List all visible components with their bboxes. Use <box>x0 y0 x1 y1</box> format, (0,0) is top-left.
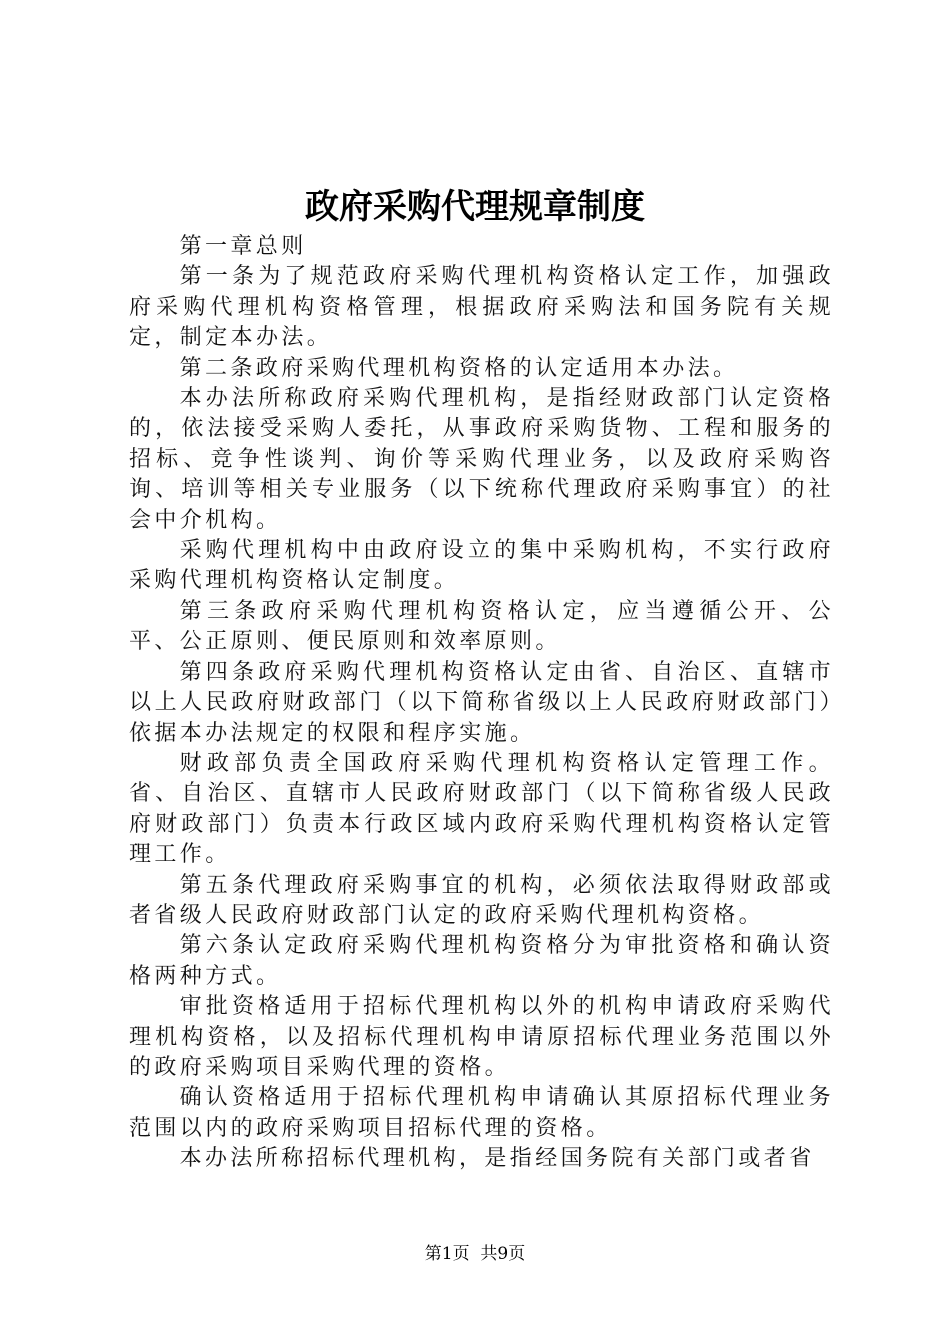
paragraph: 第三条政府采购代理机构资格认定，应当遵循公开、公平、公正原则、便民原则和效率原则。 <box>129 598 834 655</box>
paragraph: 第一条为了规范政府采购代理机构资格认定工作，加强政府采购代理机构资格管理，根据政府采购法和国务院有关规定，制定本办法。 <box>129 264 834 351</box>
paragraph: 第六条认定政府采购代理机构资格分为审批资格和确认资格两种方式。 <box>129 933 834 989</box>
paragraph: 采购代理机构中由政府设立的集中采购机构，不实行政府采购代理机构资格认定制度。 <box>129 538 834 594</box>
paragraph: 审批资格适用于招标代理机构以外的机构申请政府采购代理机构资格，以及招标代理机构申请原招标代理业务范围以外的政府采购项目采购代理的资格。 <box>129 994 834 1080</box>
page-number: 第1页 共9页 <box>424 1244 526 1264</box>
paragraph: 第四条政府采购代理机构资格认定由省、自治区、直辖市以上人民政府财政部门（以下简称省级以上人民政府财政部门）依据本办法规定的权限和程序实施。 <box>129 659 834 746</box>
document-title: 政府采购代理规章制度 <box>305 187 645 227</box>
paragraph: 本办法所称政府采购代理机构，是指经财政部门认定资格的，依法接受采购人委托，从事政府采购货物、工程和服务的招标、竞争性谈判、询价等采购代理业务，以及政府采购咨询、培训等相关专业服务（以下统称代理政府采购事宜）的社会中介机构。 <box>129 386 834 533</box>
paragraph: 第五条代理政府采购事宜的机构，必须依法取得财政部或者省级人民政府财政部门认定的政府采购代理机构资格。 <box>129 872 834 928</box>
page-footer <box>0 1242 950 1266</box>
paragraph: 财政部负责全国政府采购代理机构资格认定管理工作。省、自治区、直辖市人民政府财政部门（以下简称省级人民政府财政部门）负责本行政区域内政府采购代理机构资格认定管理工作。 <box>129 750 834 868</box>
paragraph: 确认资格适用于招标代理机构申请确认其原招标代理业务范围以内的政府采购项目招标代理的资格。 <box>129 1085 834 1141</box>
paragraph: 第二条政府采购代理机构资格的认定适用本办法。 <box>179 355 739 381</box>
chapter-heading: 第一章总则 <box>179 234 307 259</box>
paragraph: 本办法所称招标代理机构，是指经国务院有关部门或者省 <box>179 1146 815 1172</box>
document-body <box>129 232 834 1175</box>
